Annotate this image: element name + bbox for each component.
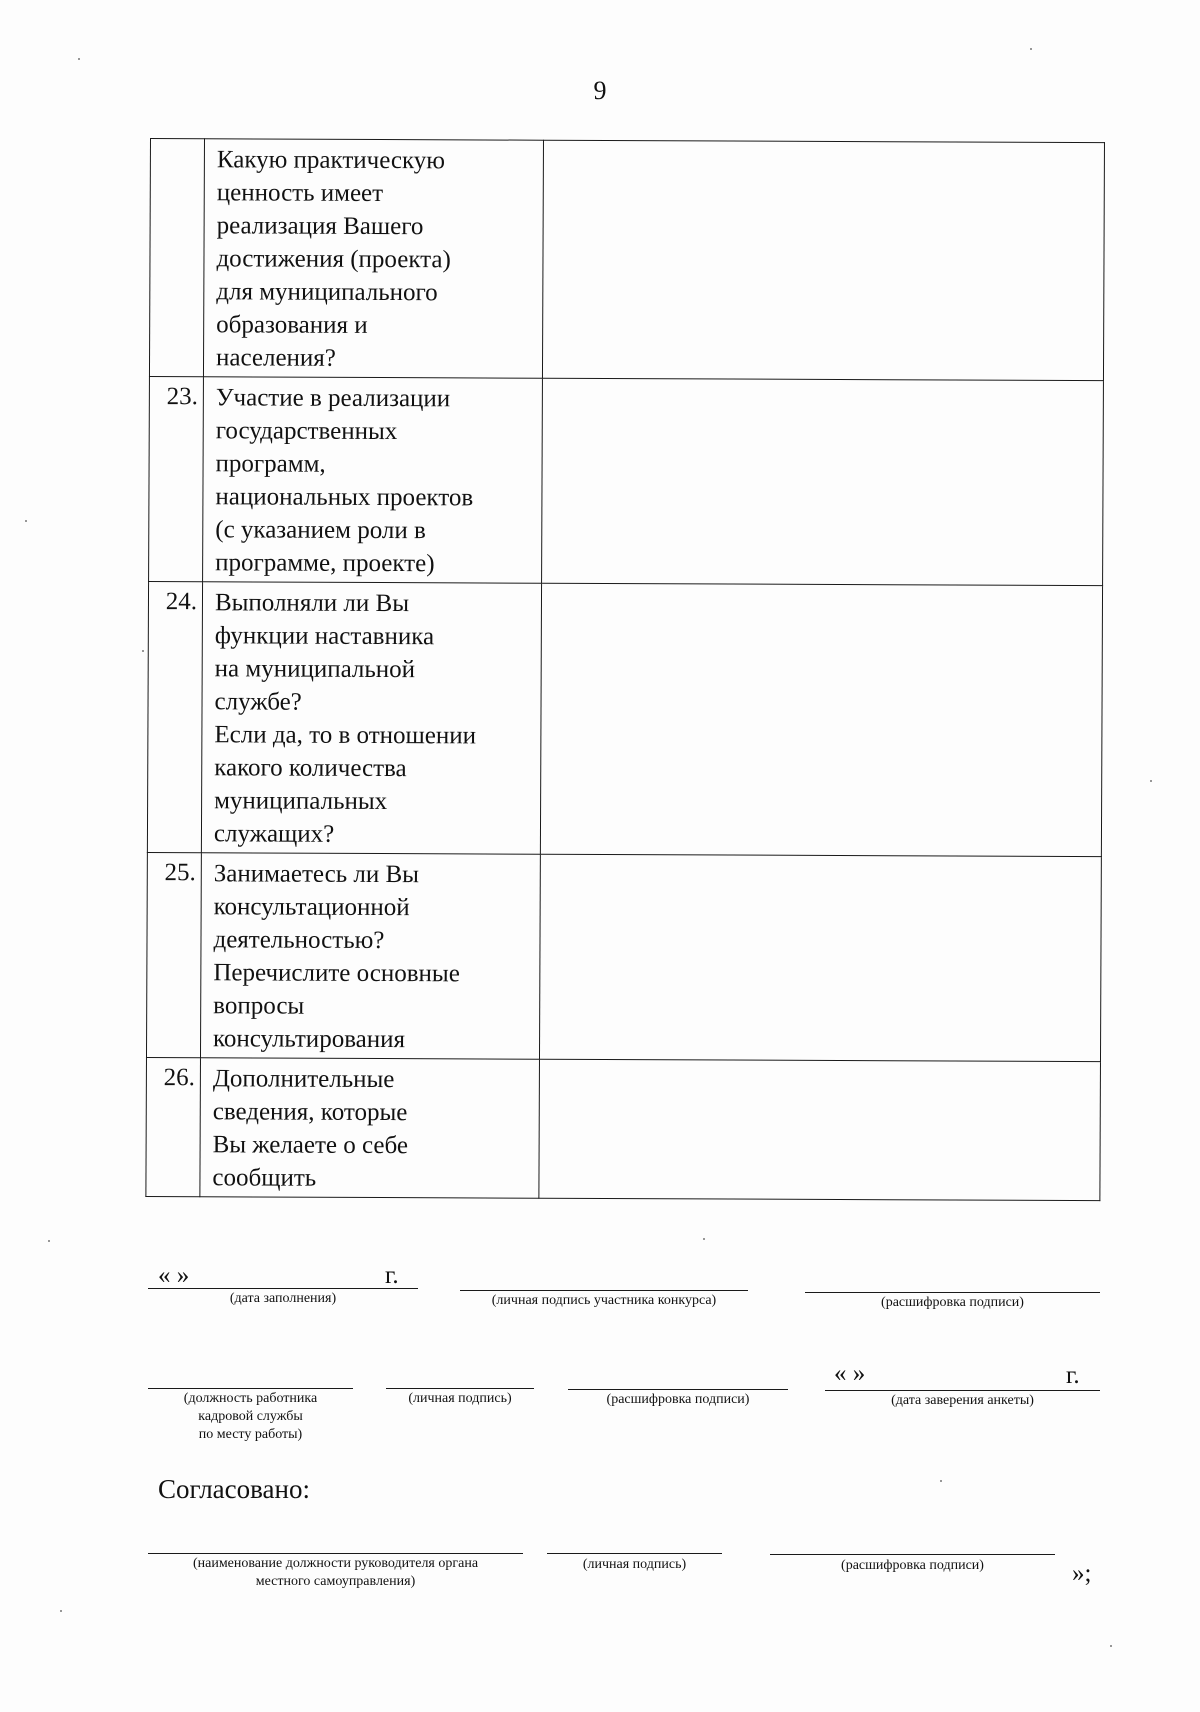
- question-line: Если да, то в отношении: [214, 721, 477, 750]
- questionnaire-table: [145, 138, 1105, 1201]
- question-line: какого количества: [214, 754, 407, 783]
- hr-decoding-line[interactable]: [568, 1389, 788, 1390]
- head-signature-caption: (личная подпись): [582, 1557, 687, 1572]
- question-line: реализация Вашего: [216, 212, 424, 241]
- question-line: образования и: [216, 311, 368, 339]
- answer-cell[interactable]: [540, 583, 1102, 856]
- hr-position-caption-line-2: кадровой службы: [198, 1409, 303, 1424]
- hr-decoding-caption: (расшифровка подписи): [606, 1392, 750, 1407]
- hr-position-caption-line-3: по месту работы): [198, 1427, 303, 1442]
- question-line: служащих?: [213, 820, 335, 848]
- scan-speck: [60, 1610, 62, 1612]
- question-cell: [200, 853, 540, 1059]
- question-line: населения?: [215, 344, 337, 372]
- fill-date-line[interactable]: [148, 1288, 418, 1289]
- table-row: [149, 139, 1104, 381]
- certify-date-year-suffix: г.: [1066, 1362, 1080, 1389]
- question-line: Выполняли ли Вы: [214, 589, 410, 618]
- scan-speck: [940, 1480, 942, 1482]
- row-number: 24.: [147, 581, 202, 852]
- question-cell: [203, 377, 543, 583]
- agreed-label: Согласовано:: [158, 1474, 310, 1504]
- head-position-caption-line-2: местного самоуправления): [255, 1574, 416, 1589]
- scan-speck: [25, 520, 27, 522]
- scan-speck: [1030, 48, 1032, 50]
- question-line: на муниципальной: [214, 655, 416, 684]
- question-line: сведения, которые: [212, 1098, 408, 1127]
- question-line: программе, проекте): [215, 549, 435, 578]
- answer-cell[interactable]: [539, 1059, 1101, 1200]
- question-line: деятельностью?: [213, 926, 385, 955]
- head-position-line[interactable]: [148, 1553, 523, 1554]
- head-signature-line[interactable]: [547, 1553, 722, 1554]
- question-line: Вы желаете о себе: [212, 1131, 409, 1160]
- row-number: 26.: [146, 1057, 201, 1196]
- question-line: программ,: [215, 450, 326, 478]
- question-line: государственных: [215, 417, 398, 446]
- hr-signature-line[interactable]: [386, 1388, 534, 1389]
- scan-speck: [142, 650, 144, 652]
- question-line: Перечислите основные: [213, 959, 460, 988]
- scan-speck: [48, 1240, 50, 1242]
- question-line: для муниципального: [216, 278, 438, 307]
- head-position-caption-line-1: (наименование должности руководителя органа: [192, 1556, 479, 1571]
- scan-speck: [1150, 780, 1152, 782]
- question-cell: [200, 1058, 540, 1198]
- fill-date-quotes: « »: [158, 1262, 190, 1289]
- table-row: [146, 852, 1101, 1061]
- participant-signature-caption: (личная подпись участника конкурса): [491, 1293, 717, 1308]
- question-line: (с указанием роли в: [215, 516, 426, 545]
- scan-speck: [78, 58, 80, 60]
- page-number: 9: [593, 76, 607, 105]
- head-position-caption: [148, 1555, 523, 1591]
- table-row: [146, 1057, 1101, 1200]
- question-line: Занимаетесь ли Вы: [213, 860, 420, 889]
- certify-date-line[interactable]: [825, 1390, 1100, 1391]
- closing-mark: »;: [1072, 1560, 1092, 1587]
- question-line: муниципальных: [214, 787, 388, 816]
- participant-decoding-caption: (расшифровка подписи): [881, 1295, 1024, 1310]
- answer-cell[interactable]: [539, 854, 1101, 1061]
- certify-date-quotes: « »: [834, 1360, 866, 1387]
- hr-signature-caption: (личная подпись): [408, 1391, 512, 1406]
- table-row: [147, 581, 1102, 856]
- question-line: вопросы: [213, 992, 305, 1020]
- question-line: функции наставника: [214, 622, 435, 651]
- row-number: 23.: [149, 376, 204, 581]
- question-line: Дополнительные: [212, 1065, 395, 1094]
- hr-position-caption-line-1: (должность работника: [183, 1391, 318, 1406]
- hr-position-line[interactable]: [148, 1388, 353, 1389]
- participant-decoding-line[interactable]: [805, 1292, 1100, 1293]
- head-decoding-line[interactable]: [770, 1554, 1055, 1555]
- question-line: национальных проектов: [215, 483, 474, 512]
- question-line: Участие в реализации: [215, 384, 451, 413]
- participant-signature-line[interactable]: [460, 1290, 748, 1291]
- question-line: Какую практическую: [216, 146, 446, 175]
- answer-cell[interactable]: [542, 378, 1104, 585]
- question-line: достижения (проекта): [216, 245, 451, 274]
- table-row: [149, 376, 1104, 585]
- question-cell: [203, 139, 543, 378]
- question-line: ценность имеет: [216, 179, 384, 208]
- head-decoding-caption: (расшифровка подписи): [841, 1558, 984, 1573]
- scan-speck: [703, 1238, 705, 1240]
- question-line: консультирования: [213, 1025, 406, 1054]
- question-line: консультационной: [213, 893, 410, 922]
- certify-date-caption: (дата заверения анкеты): [891, 1393, 1034, 1408]
- fill-date-caption: (дата заполнения): [229, 1291, 337, 1306]
- answer-cell[interactable]: [542, 140, 1104, 380]
- questionnaire-table-body: [146, 139, 1105, 1201]
- row-number: 25.: [146, 852, 201, 1057]
- scan-speck: [1110, 1645, 1112, 1647]
- fill-date-year-suffix: г.: [385, 1262, 399, 1289]
- hr-position-caption: [148, 1390, 353, 1444]
- row-number: [149, 139, 204, 377]
- question-line: службе?: [214, 688, 302, 716]
- question-line: сообщить: [212, 1164, 317, 1192]
- question-cell: [201, 582, 541, 854]
